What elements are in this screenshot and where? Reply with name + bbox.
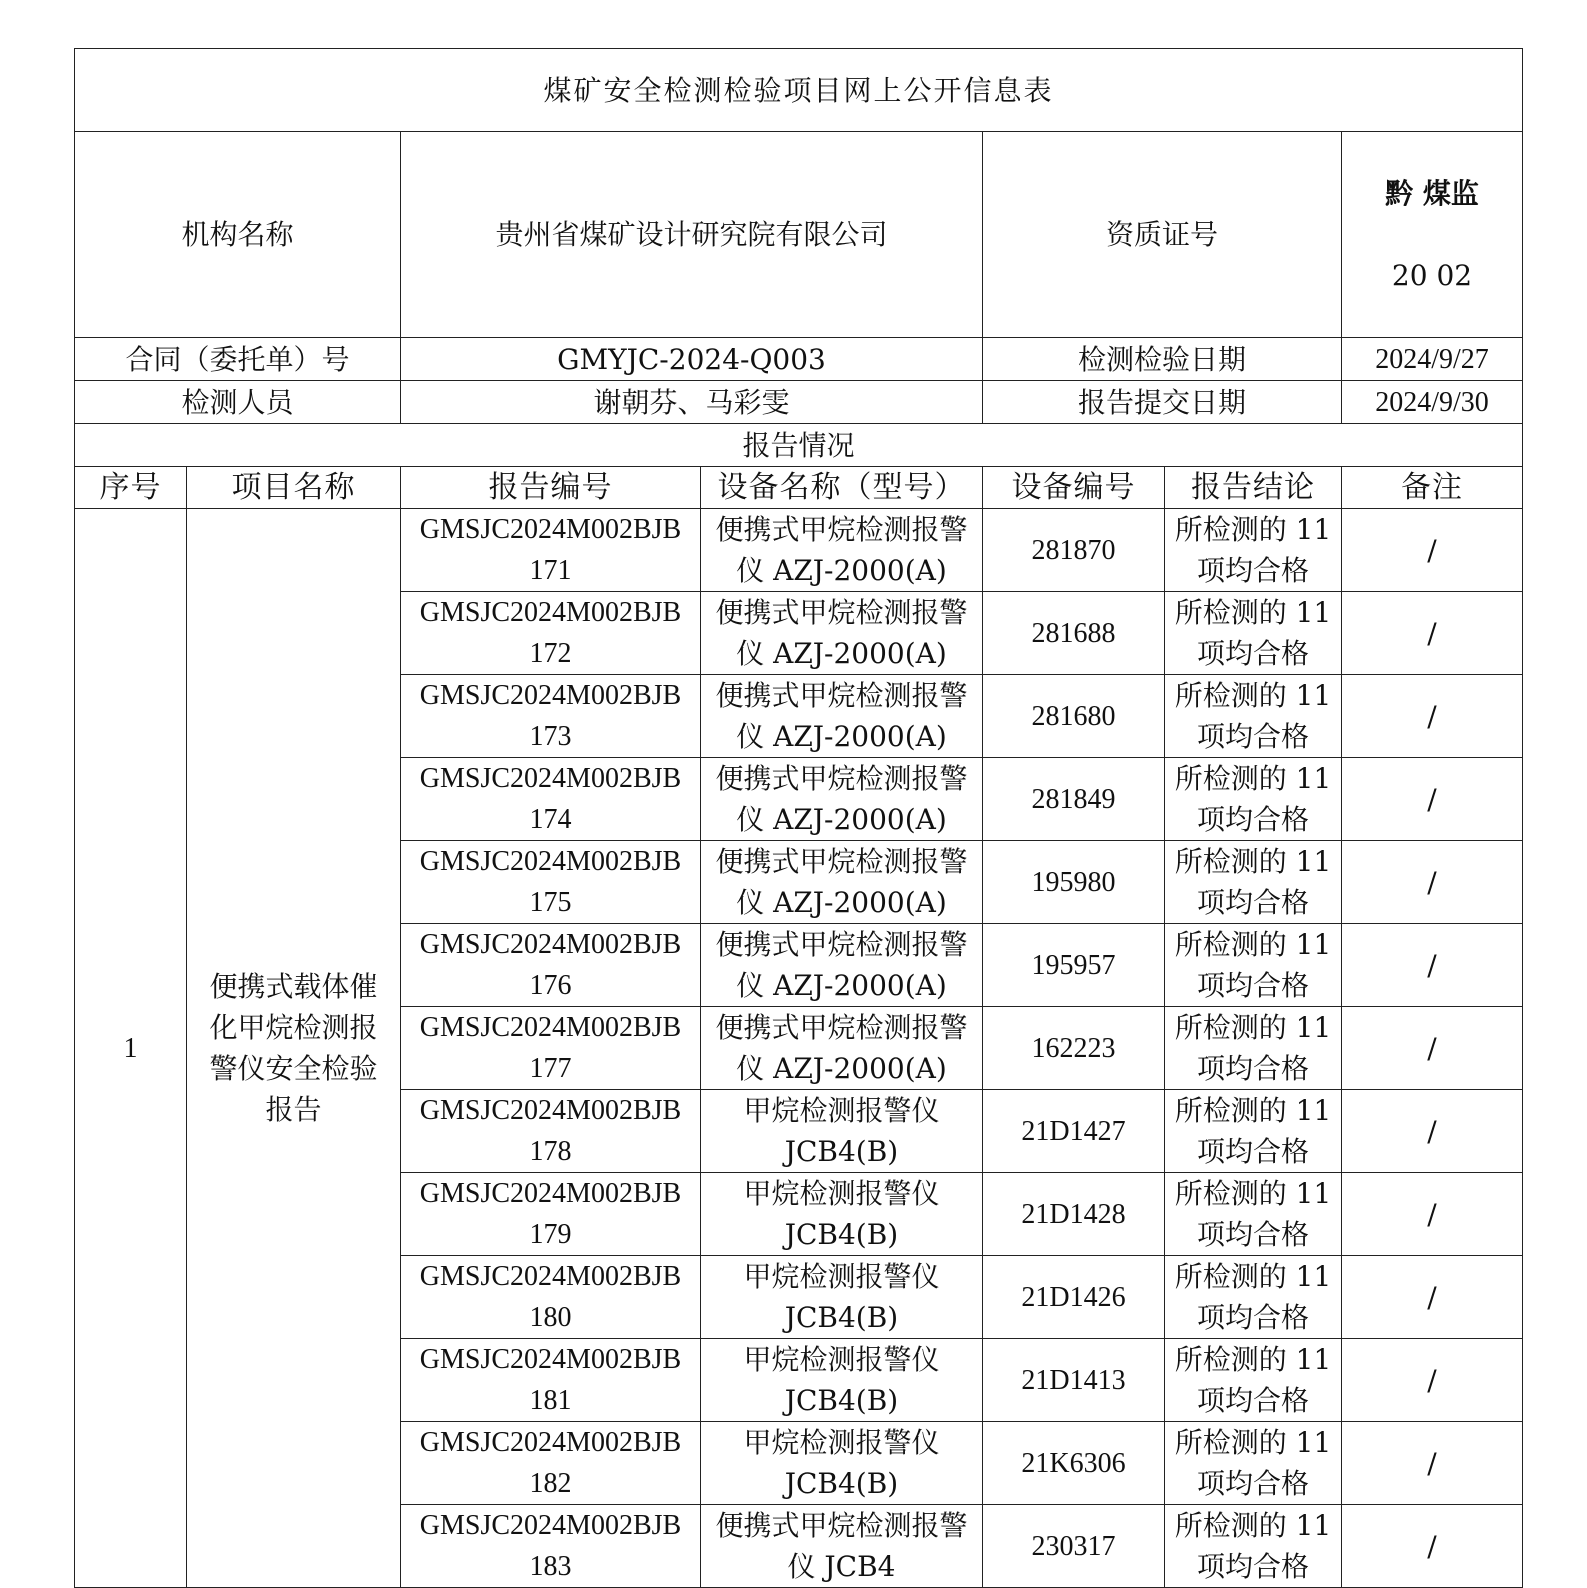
- submit-date-value: 2024/9/30: [1342, 381, 1523, 424]
- report-no-cell: GMSJC2024M002BJB 181: [401, 1339, 701, 1422]
- staff-value: 谢朝芬、马彩雯: [401, 381, 983, 424]
- conclusion-cell: 所检测的 11 项均合格: [1165, 1422, 1342, 1505]
- device-no-cell: 195957: [983, 924, 1165, 1007]
- report-no-cell: GMSJC2024M002BJB 176: [401, 924, 701, 1007]
- staff-label: 检测人员: [75, 381, 401, 424]
- device-no-cell: 21D1427: [983, 1090, 1165, 1173]
- conclusion-cell: 所检测的 11 项均合格: [1165, 758, 1342, 841]
- device-name-cell: 甲烷检测报警仪 JCB4(B): [701, 1090, 983, 1173]
- device-name-cell: 便携式甲烷检测报警 仪 AZJ-2000(A): [701, 924, 983, 1007]
- conclusion-cell: 所检测的 11 项均合格: [1165, 1256, 1342, 1339]
- device-no-cell: 281680: [983, 675, 1165, 758]
- cert-label: 资质证号: [983, 132, 1342, 338]
- org-value: 贵州省煤矿设计研究院有限公司: [401, 132, 983, 338]
- report-no-cell: GMSJC2024M002BJB 183: [401, 1505, 701, 1588]
- conclusion-cell: 所检测的 11 项均合格: [1165, 1505, 1342, 1588]
- device-name-cell: 便携式甲烷检测报警 仪 AZJ-2000(A): [701, 841, 983, 924]
- column-header: 报告结论: [1165, 467, 1342, 509]
- device-name-cell: 甲烷检测报警仪 JCB4(B): [701, 1256, 983, 1339]
- conclusion-cell: 所检测的 11 项均合格: [1165, 1339, 1342, 1422]
- report-no-cell: GMSJC2024M002BJB 175: [401, 841, 701, 924]
- report-no-cell: GMSJC2024M002BJB 173: [401, 675, 701, 758]
- remark-cell: /: [1342, 1007, 1523, 1090]
- remark-cell: /: [1342, 1256, 1523, 1339]
- device-no-cell: 21D1426: [983, 1256, 1165, 1339]
- remark-cell: /: [1342, 1422, 1523, 1505]
- device-name-cell: 甲烷检测报警仪 JCB4(B): [701, 1173, 983, 1256]
- device-name-cell: 便携式甲烷检测报警 仪 AZJ-2000(A): [701, 675, 983, 758]
- project-name-cell: 便携式载体催 化甲烷检测报 警仪安全检验 报告: [187, 509, 401, 1588]
- contract-value: GMYJC-2024-Q003: [401, 338, 983, 381]
- device-no-cell: 21D1428: [983, 1173, 1165, 1256]
- info-table: [74, 48, 1523, 1588]
- remark-cell: /: [1342, 924, 1523, 1007]
- remark-cell: /: [1342, 841, 1523, 924]
- report-no-cell: GMSJC2024M002BJB 179: [401, 1173, 701, 1256]
- device-no-cell: 281870: [983, 509, 1165, 592]
- column-header: 备注: [1342, 467, 1523, 509]
- conclusion-cell: 所检测的 11 项均合格: [1165, 924, 1342, 1007]
- table-row: [75, 509, 1523, 592]
- column-header: 设备名称（型号）: [701, 467, 983, 509]
- conclusion-cell: 所检测的 11 项均合格: [1165, 1007, 1342, 1090]
- page-title: 煤矿安全检测检验项目网上公开信息表: [75, 49, 1523, 132]
- remark-cell: /: [1342, 1505, 1523, 1588]
- device-no-cell: 21K6306: [983, 1422, 1165, 1505]
- report-no-cell: GMSJC2024M002BJB 178: [401, 1090, 701, 1173]
- device-name-cell: 便携式甲烷检测报警 仪 AZJ-2000(A): [701, 592, 983, 675]
- device-name-cell: 甲烷检测报警仪 JCB4(B): [701, 1339, 983, 1422]
- cert-value: [1342, 132, 1523, 338]
- report-no-cell: GMSJC2024M002BJB 182: [401, 1422, 701, 1505]
- conclusion-cell: 所检测的 11 项均合格: [1165, 509, 1342, 592]
- remark-cell: /: [1342, 758, 1523, 841]
- device-name-cell: 甲烷检测报警仪 JCB4(B): [701, 1422, 983, 1505]
- seq-cell: 1: [75, 509, 187, 1588]
- device-name-cell: 便携式甲烷检测报警 仪 AZJ-2000(A): [701, 1007, 983, 1090]
- section-title: 报告情况: [75, 424, 1523, 467]
- device-no-cell: 281849: [983, 758, 1165, 841]
- conclusion-cell: 所检测的 11 项均合格: [1165, 841, 1342, 924]
- conclusion-cell: 所检测的 11 项均合格: [1165, 1173, 1342, 1256]
- report-no-cell: GMSJC2024M002BJB 177: [401, 1007, 701, 1090]
- device-name-cell: 便携式甲烷检测报警 仪 AZJ-2000(A): [701, 758, 983, 841]
- report-no-cell: GMSJC2024M002BJB 171: [401, 509, 701, 592]
- remark-cell: /: [1342, 675, 1523, 758]
- report-no-cell: GMSJC2024M002BJB 172: [401, 592, 701, 675]
- column-header: 报告编号: [401, 467, 701, 509]
- conclusion-cell: 所检测的 11 项均合格: [1165, 1090, 1342, 1173]
- conclusion-cell: 所检测的 11 项均合格: [1165, 592, 1342, 675]
- device-no-cell: 195980: [983, 841, 1165, 924]
- column-header: 项目名称: [187, 467, 401, 509]
- cert-value-line2: 20 02: [1391, 259, 1473, 292]
- org-label: 机构名称: [75, 132, 401, 338]
- test-date-value: 2024/9/27: [1342, 338, 1523, 381]
- device-no-cell: 162223: [983, 1007, 1165, 1090]
- remark-cell: /: [1342, 1339, 1523, 1422]
- contract-label: 合同（委托单）号: [75, 338, 401, 381]
- submit-date-label: 报告提交日期: [983, 381, 1342, 424]
- conclusion-cell: 所检测的 11 项均合格: [1165, 675, 1342, 758]
- device-name-cell: 便携式甲烷检测报警 仪 AZJ-2000(A): [701, 509, 983, 592]
- remark-cell: /: [1342, 1090, 1523, 1173]
- device-name-cell: 便携式甲烷检测报警 仪 JCB4: [701, 1505, 983, 1588]
- device-no-cell: 21D1413: [983, 1339, 1165, 1422]
- column-header: 设备编号: [983, 467, 1165, 509]
- remark-cell: /: [1342, 509, 1523, 592]
- device-no-cell: 230317: [983, 1505, 1165, 1588]
- remark-cell: /: [1342, 592, 1523, 675]
- cert-value-line1: 黔 煤监: [1385, 177, 1479, 210]
- column-header: 序号: [75, 467, 187, 509]
- report-no-cell: GMSJC2024M002BJB 180: [401, 1256, 701, 1339]
- report-no-cell: GMSJC2024M002BJB 174: [401, 758, 701, 841]
- remark-cell: /: [1342, 1173, 1523, 1256]
- test-date-label: 检测检验日期: [983, 338, 1342, 381]
- device-no-cell: 281688: [983, 592, 1165, 675]
